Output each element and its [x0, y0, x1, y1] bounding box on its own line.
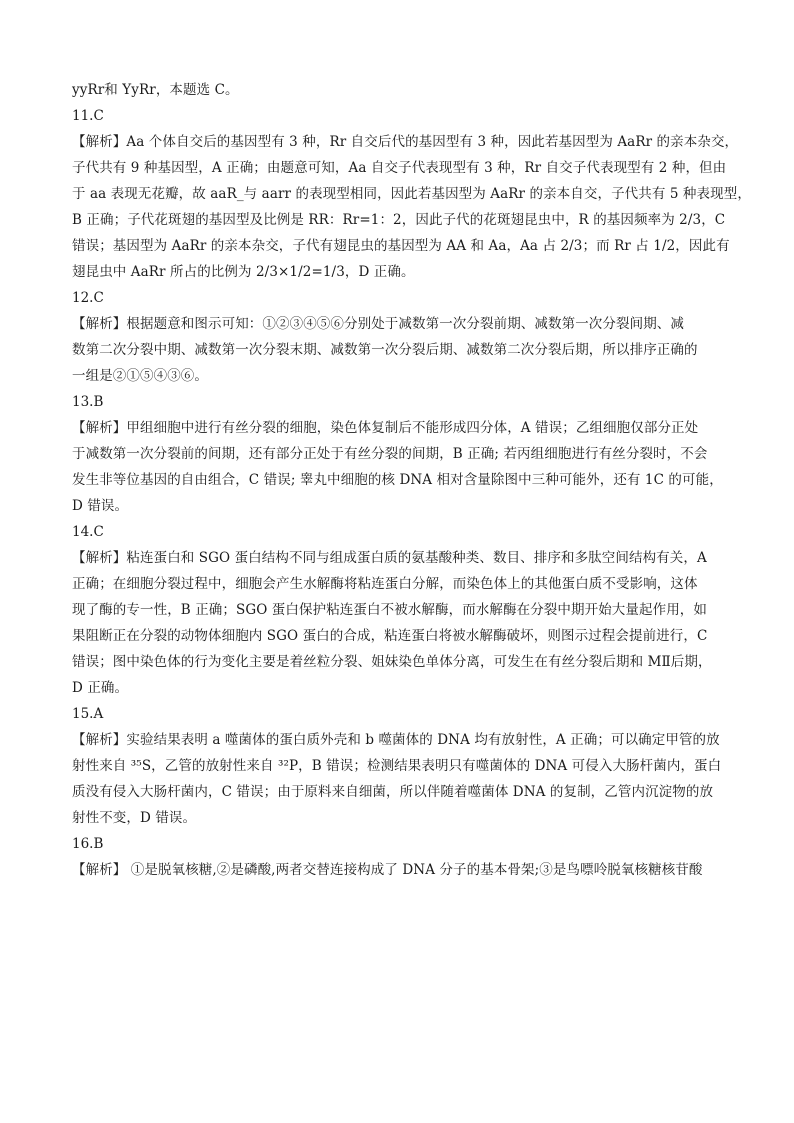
explanation-paragraph — [72, 548, 724, 698]
explanation-paragraph — [72, 80, 724, 100]
text-line: yyRr和 YyRr，本题选 C。 — [72, 82, 239, 98]
text-line: 子代共有 9 种基因型，A 正确；由题意可知，Aa 自交子代表现型有 3 种，Rr 自交子代表现型有 2 种，但由 — [72, 160, 727, 176]
text-line: 于减数第一次分裂前的间期，还有部分正处于有丝分裂的间期，B 正确; 若丙组细胞进行有丝分裂时，不会 — [72, 446, 708, 462]
question-number: 13.B — [72, 394, 104, 410]
question-number: 16.B — [72, 836, 104, 852]
document-page — [72, 80, 751, 886]
text-line: D 错误。 — [72, 498, 129, 514]
question-number: 11.C — [72, 108, 104, 124]
question-number: 15.A — [72, 706, 104, 722]
text-line: 射性不变，D 错误。 — [72, 810, 197, 826]
text-line: 质没有侵入大肠杆菌内，C 错误；由于原料来自细菌，所以伴随着噬菌体 DNA 的复制，乙管内沉淀物的放 — [72, 784, 714, 800]
question-number: 12.C — [72, 290, 104, 306]
text-line: 【解析】Aa 个体自交后的基因型有 3 种，Rr 自交后代的基因型有 3 种，因此若基因型为 AaRr 的亲本杂交， — [72, 134, 739, 150]
text-line: 【解析】甲组细胞中进行有丝分裂的细胞，染色体复制后不能形成四分体，A 错误；乙组细胞仅部分正处 — [72, 420, 699, 436]
explanation-paragraph — [72, 730, 724, 828]
text-line: B 正确；子代花斑翅的基因型及比例是 RR：Rr=1：2，因此子代的花斑翅昆虫中，R 的基因频率为 2/3，C — [72, 212, 726, 228]
text-line: 【解析】根据题意和图示可知：①②③④⑤⑥分别处于减数第一次分裂前期、减数第一次分裂间期、减 — [72, 316, 684, 332]
text-line: 现了酶的专一性，B 正确；SGO 蛋白保护粘连蛋白不被水解酶，而水解酶在分裂中期开始大量起作用，如 — [72, 602, 708, 618]
text-line: 【解析】粘连蛋白和 SGO 蛋白结构不同与组成蛋白质的氨基酸种类、数目、排序和多肽空间结构有关，A — [72, 550, 707, 566]
text-line: 【解析】 ①是脱氧核糖,②是磷酸,两者交替连接构成了 DNA 分子的基本骨架;③是鸟嘌呤脱氧核糖核苷酸 — [72, 862, 703, 878]
text-line: 翅昆虫中 AaRr 所占的比例为 2/3×1/2=1/3，D 正确。 — [72, 264, 415, 280]
explanation-paragraph — [72, 132, 751, 282]
explanation-paragraph — [72, 314, 724, 386]
text-line: 错误；基因型为 AaRr 的亲本杂交，子代有翅昆虫的基因型为 AA 和 Aa，Aa 占 2/3；而 Rr 占 1/2，因此有 — [72, 238, 730, 254]
text-line: 于 aa 表现无花瓣，故 aaR_与 aarr 的表现型相同，因此若基因型为 AaRr 的亲本自交，子代共有 5 种表现型， — [72, 186, 751, 202]
text-line: 发生非等位基因的自由组合，C 错误; 睾丸中细胞的核 DNA 相对含量除图中三种可能外，还有 1C 的可能， — [72, 472, 723, 488]
text-line: 果阻断正在分裂的动物体细胞内 SGO 蛋白的合成，粘连蛋白将被水解酶破坏，则图示过程会提前进行，C — [72, 628, 708, 644]
text-line: 正确；在细胞分裂过程中，细胞会产生水解酶将粘连蛋白分解，而染色体上的其他蛋白质不受影响，这体 — [72, 576, 698, 592]
text-line: 一组是②①⑤④③⑥。 — [72, 368, 208, 384]
text-line: 错误；图中染色体的行为变化主要是着丝粒分裂、姐妹染色单体分离，可发生在有丝分裂后期和 MⅡ后期， — [72, 654, 712, 670]
question-number: 14.C — [72, 524, 104, 540]
explanation-paragraph — [72, 418, 724, 516]
text-line: 射性来自 ³⁵S，乙管的放射性来自 ³²P，B 错误；检测结果表明只有噬菌体的 DNA 可侵入大肠杆菌内，蛋白 — [72, 758, 722, 774]
explanation-paragraph — [72, 860, 724, 880]
text-line: 数第二次分裂中期、减数第一次分裂末期、减数第一次分裂后期、减数第二次分裂后期，所以排序正确的 — [72, 342, 698, 358]
text-line: D 正确。 — [72, 680, 129, 696]
text-line: 【解析】实验结果表明 a 噬菌体的蛋白质外壳和 b 噬菌体的 DNA 均有放射性，A 正确；可以确定甲管的放 — [72, 732, 720, 748]
